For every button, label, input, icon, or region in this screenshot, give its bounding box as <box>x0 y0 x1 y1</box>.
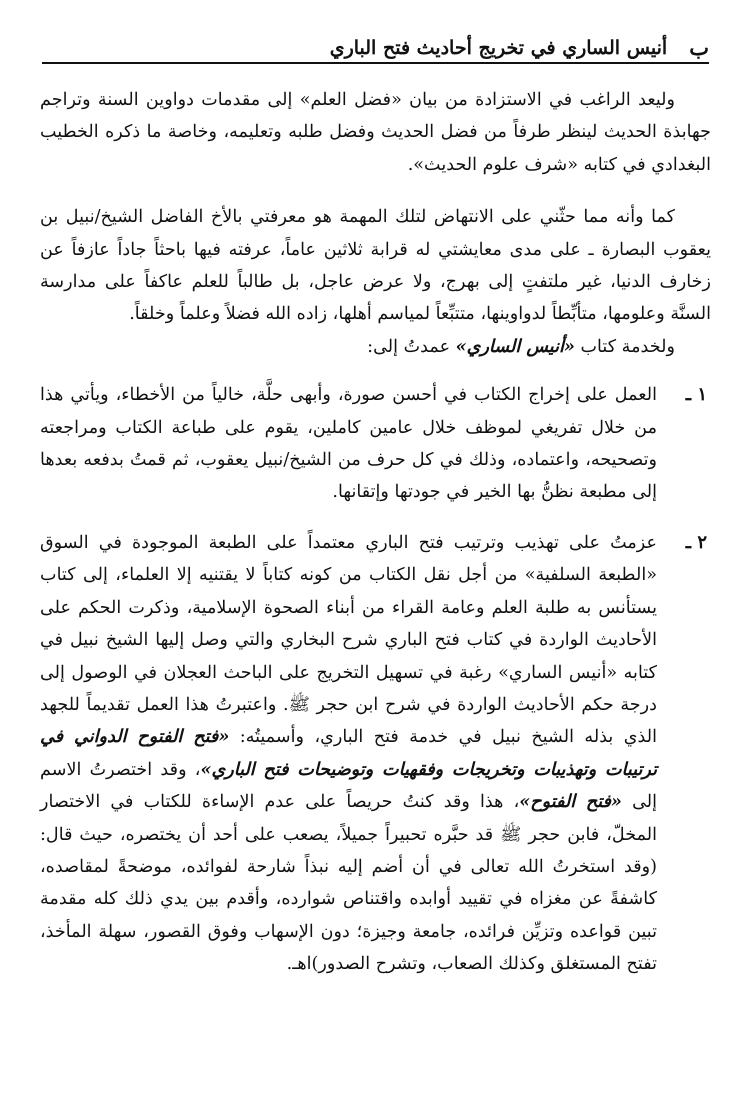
list-item-number: ١ ـ <box>685 384 707 406</box>
list-item-2 <box>40 527 711 981</box>
item2-text-part-a: عزمتُ على تهذيب وترتيب فتح الباري معتمداً على الطبعة الموجودة في السوق «الطبعة السلفية» من أجل نقل الكتاب من كونه كتاباً لا يقتنيه إلا العلماء، إلى كتاب يستأنس به طلبة العلم وعامة القراء من أبناء الصحوة الإسلامية، وذكرت الحكم على الأحاديث الواردة في كتاب فتح الباري شرح البخاري والتي وصل إليها الشيخ نبيل في كتابه «أنيس الساري» رغبة في تسهيل التخريج على الباحث العجلان في الوصول إلى درجة حكم الأحاديث الواردة في شرح ابن حجر ﷺ. واعتبرتُ هذا العمل تقديماً للجهد الذي بذله الشيخ نبيل في خدمة فتح الباري، وأسميتُه: <box>40 532 657 748</box>
page-body <box>40 84 711 999</box>
item2-book-title-long: «فتح الفتوح الدواني في ترتيبات وتهذيبات وتخريجات وفقهيات وتوضيحات فتح الباري» <box>40 726 657 780</box>
list-item-text <box>40 527 657 981</box>
lead-book-title: «أنيس الساري» <box>455 335 575 357</box>
page-number: ب <box>689 35 709 60</box>
paragraph-author-praise: كما وأنه مما حثّني على الانتهاض لتلك المهمة هو معرفتي بالأخ الفاضل الشيخ/نبيل بن يعقوب البصارة ـ على مدى معايشتي له قرابة ثلاثين عاماً، عرفته فيها باحثاً جاداً عازفاً عن زخارف الدنيا، غير ملتفتٍ إلى بهرج، ولا عرض عاجل، بل طالباً للعلم عاكفاً على مدارسة السنَّة وعلومها، متأبِّطاً لدواوينها، متتبِّعاً لمياسم أهلها، زاده الله فضلاً وعلماً وخلقاً. <box>40 207 711 325</box>
list-item-number: ٢ ـ <box>685 531 707 553</box>
item2-book-title-short: «فتح الفتوح» <box>519 791 622 813</box>
list-item-1 <box>40 379 711 509</box>
item2-text-part-b: ، وقد اختصرتُ الاسم إلى <box>40 759 657 813</box>
paragraph-list-lead <box>40 331 711 363</box>
running-header <box>42 26 709 64</box>
list-item-text: العمل على إخراج الكتاب في أحسن صورة، وأبهى حلَّة، خالياً من الأخطاء، ويأتي هذا من خلال تفريغي لموظف خلال عامين كاملين، يقوم على طباعة الكتاب ومراجعته وتصحيحه، واعتماده، وذلك في كل حرف من الشيخ/نبيل يعقوب، ثم قمتُ بدفعه بعدها إلى مطبعة نظنُّ بها الخير في جودتها وإتقانها. <box>40 385 657 503</box>
paragraph-intro: وليعد الراغب في الاستزادة من بيان «فضل العلم» إلى مقدمات دواوين السنة وتراجم جهابذة الحديث لينظر طرفاً من فضل الحديث وفضل طلبه وتعليمه، وخاصة ما ذكره الخطيب البغدادي في كتابه «شرف علوم الحديث». <box>40 90 711 175</box>
running-title: أنيس الساري في تخريج أحاديث فتح الباري <box>329 37 668 59</box>
lead-text-after: عمدتُ إلى: <box>367 336 456 357</box>
numbered-list <box>40 379 711 980</box>
lead-text-before: ولخدمة كتاب <box>574 336 675 357</box>
item2-text-part-c: ، هذا وقد كنتُ حريصاً على عدم الإساءة للكتاب في الاختصار المخلّ، فابن حجر ﷺ قد حبَّره تحبيراً جميلاً، يصعب على أحد أن يختصره، حيث قال: (وقد استخرتُ الله تعالى في أن أضم إليه نبذاً شارحة لفوائده، موضحةً لمقاصده، كاشفةً عن مغزاه في تقييد أوابده واقتناص شوارده، وأقدم بين يدي ذلك كله مقدمة تبين قواعده وتزيِّن فرائده، جامعة وجيزة؛ دون الإسهاب وفوق القصور، سهلة المأخذ، تفتح المستغلق وكذلك الصعاب، وتشرح الصدور)اهـ. <box>40 792 657 975</box>
